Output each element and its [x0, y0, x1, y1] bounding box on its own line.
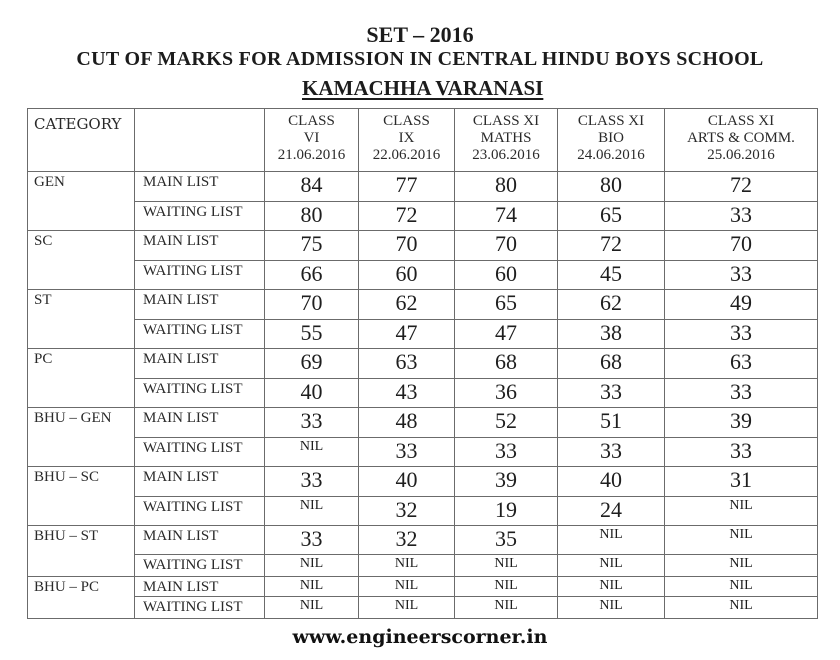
column-header-line2: VI	[303, 130, 320, 146]
mark-cell: 39	[455, 467, 558, 497]
mark-cell: 69	[265, 349, 359, 379]
mark-cell: 77	[359, 172, 455, 202]
category-cell: BHU – ST	[28, 526, 135, 577]
table-row	[28, 172, 818, 202]
mark-cell: 75	[265, 231, 359, 261]
mark-cell: 70	[455, 231, 558, 261]
mark-cell: 80	[455, 172, 558, 202]
mark-cell: 32	[359, 526, 455, 555]
mark-cell: 40	[265, 379, 359, 408]
column-header-date: 22.06.2016	[372, 147, 441, 163]
mark-cell: NIL	[665, 526, 818, 555]
mark-cell: NIL	[665, 597, 818, 619]
list-type-header	[135, 109, 265, 172]
main-list-label: MAIN LIST	[135, 231, 265, 261]
mark-cell: 72	[558, 231, 665, 261]
table-row	[28, 290, 818, 320]
column-header-line2: BIO	[598, 130, 624, 146]
mark-cell: 47	[359, 320, 455, 349]
waiting-list-label: WAITING LIST	[135, 202, 265, 231]
mark-cell: 52	[455, 408, 558, 438]
table-header-row	[28, 109, 818, 172]
mark-cell: 55	[265, 320, 359, 349]
mark-cell: 33	[665, 320, 818, 349]
main-list-label: MAIN LIST	[135, 577, 265, 597]
mark-cell: 72	[359, 202, 455, 231]
mark-cell: NIL	[665, 577, 818, 597]
table-row	[28, 555, 818, 577]
mark-cell: 74	[455, 202, 558, 231]
column-header-date: 25.06.2016	[707, 147, 775, 163]
category-cell: SC	[28, 231, 135, 290]
mark-cell: 33	[265, 467, 359, 497]
mark-cell: 49	[665, 290, 818, 320]
column-header-line2: ARTS & COMM.	[687, 130, 795, 146]
mark-cell: 66	[265, 261, 359, 290]
document-main-title: CUT OF MARKS FOR ADMISSION IN CENTRAL HINDU BOYS SCHOOL	[76, 48, 764, 70]
table-row	[28, 320, 818, 349]
column-header-line1: CLASS	[288, 113, 335, 129]
mark-cell: 33	[665, 202, 818, 231]
table-row	[28, 577, 818, 597]
mark-cell: NIL	[265, 597, 359, 619]
mark-cell: 84	[265, 172, 359, 202]
waiting-list-label: WAITING LIST	[135, 261, 265, 290]
mark-cell: 39	[665, 408, 818, 438]
column-header-line1: CLASS XI	[577, 113, 645, 129]
mark-cell: NIL	[265, 555, 359, 577]
waiting-list-label: WAITING LIST	[135, 320, 265, 349]
table-row	[28, 497, 818, 526]
mark-cell: 33	[665, 438, 818, 467]
column-header-date: 21.06.2016	[277, 147, 346, 163]
mark-cell: 72	[665, 172, 818, 202]
mark-cell: 40	[359, 467, 455, 497]
mark-cell: 62	[359, 290, 455, 320]
mark-cell: 33	[558, 438, 665, 467]
table-row	[28, 438, 818, 467]
category-cell: BHU – PC	[28, 577, 135, 619]
mark-cell: NIL	[359, 555, 455, 577]
column-header-class-xi-maths	[455, 109, 558, 172]
table-row	[28, 467, 818, 497]
waiting-list-label: WAITING LIST	[135, 555, 265, 577]
mark-cell: 33	[455, 438, 558, 467]
mark-cell: 43	[359, 379, 455, 408]
table-row	[28, 202, 818, 231]
document-set-title: SET – 2016	[366, 22, 474, 47]
category-header: CATEGORY	[28, 109, 135, 172]
mark-cell: 68	[558, 349, 665, 379]
mark-cell: 60	[455, 261, 558, 290]
mark-cell: 33	[265, 408, 359, 438]
main-list-label: MAIN LIST	[135, 467, 265, 497]
table-row	[28, 349, 818, 379]
mark-cell: NIL	[455, 577, 558, 597]
column-header-class-xi-bio	[558, 109, 665, 172]
mark-cell: NIL	[265, 438, 359, 467]
column-header-line1: CLASS	[383, 113, 430, 129]
mark-cell: NIL	[665, 497, 818, 526]
category-cell: BHU – SC	[28, 467, 135, 526]
column-header-date: 24.06.2016	[577, 147, 645, 163]
category-cell: BHU – GEN	[28, 408, 135, 467]
mark-cell: 51	[558, 408, 665, 438]
mark-cell: NIL	[558, 577, 665, 597]
column-header-date: 23.06.2016	[472, 147, 540, 163]
mark-cell: NIL	[558, 597, 665, 619]
mark-cell: 70	[665, 231, 818, 261]
mark-cell: 33	[665, 261, 818, 290]
mark-cell: 35	[455, 526, 558, 555]
mark-cell: NIL	[265, 577, 359, 597]
waiting-list-label: WAITING LIST	[135, 438, 265, 467]
mark-cell: 33	[359, 438, 455, 467]
mark-cell: 68	[455, 349, 558, 379]
mark-cell: 62	[558, 290, 665, 320]
mark-cell: NIL	[665, 555, 818, 577]
mark-cell: 33	[665, 379, 818, 408]
table-row	[28, 526, 818, 555]
mark-cell: 70	[359, 231, 455, 261]
mark-cell: 80	[558, 172, 665, 202]
column-header-line2: MATHS	[480, 130, 532, 146]
table-row	[28, 379, 818, 408]
mark-cell: 32	[359, 497, 455, 526]
table-row	[28, 261, 818, 290]
mark-cell: 65	[558, 202, 665, 231]
mark-cell: 48	[359, 408, 455, 438]
mark-cell: NIL	[265, 497, 359, 526]
main-list-label: MAIN LIST	[135, 172, 265, 202]
mark-cell: 63	[359, 349, 455, 379]
column-header-line1: CLASS XI	[707, 113, 775, 129]
waiting-list-label: WAITING LIST	[135, 597, 265, 619]
column-header-class-xi-arts-comm	[665, 109, 818, 172]
document-location-title: KAMACHHA VARANASI	[302, 76, 544, 100]
mark-cell: 36	[455, 379, 558, 408]
column-header-line1: CLASS XI	[472, 113, 540, 129]
mark-cell: 31	[665, 467, 818, 497]
mark-cell: 65	[455, 290, 558, 320]
main-list-label: MAIN LIST	[135, 290, 265, 320]
mark-cell: NIL	[455, 555, 558, 577]
mark-cell: 60	[359, 261, 455, 290]
mark-cell: 45	[558, 261, 665, 290]
mark-cell: 80	[265, 202, 359, 231]
mark-cell: NIL	[558, 526, 665, 555]
mark-cell: 38	[558, 320, 665, 349]
mark-cell: NIL	[359, 597, 455, 619]
main-list-label: MAIN LIST	[135, 526, 265, 555]
mark-cell: 33	[265, 526, 359, 555]
table-row	[28, 597, 818, 619]
column-header-class-ix	[359, 109, 455, 172]
main-list-label: MAIN LIST	[135, 408, 265, 438]
category-cell: PC	[28, 349, 135, 408]
mark-cell: 47	[455, 320, 558, 349]
table-body	[28, 172, 818, 619]
column-header-line2: IX	[398, 130, 415, 146]
mark-cell: NIL	[359, 577, 455, 597]
mark-cell: 63	[665, 349, 818, 379]
column-header-class-vi	[265, 109, 359, 172]
mark-cell: NIL	[558, 555, 665, 577]
category-cell: ST	[28, 290, 135, 349]
mark-cell: NIL	[455, 597, 558, 619]
waiting-list-label: WAITING LIST	[135, 379, 265, 408]
mark-cell: 19	[455, 497, 558, 526]
category-cell: GEN	[28, 172, 135, 231]
mark-cell: 24	[558, 497, 665, 526]
table-row	[28, 408, 818, 438]
mark-cell: 33	[558, 379, 665, 408]
footer-website: www.engineerscorner.in	[292, 626, 548, 648]
cutoff-marks-table	[27, 108, 818, 619]
mark-cell: 40	[558, 467, 665, 497]
waiting-list-label: WAITING LIST	[135, 497, 265, 526]
main-list-label: MAIN LIST	[135, 349, 265, 379]
table-row	[28, 231, 818, 261]
mark-cell: 70	[265, 290, 359, 320]
